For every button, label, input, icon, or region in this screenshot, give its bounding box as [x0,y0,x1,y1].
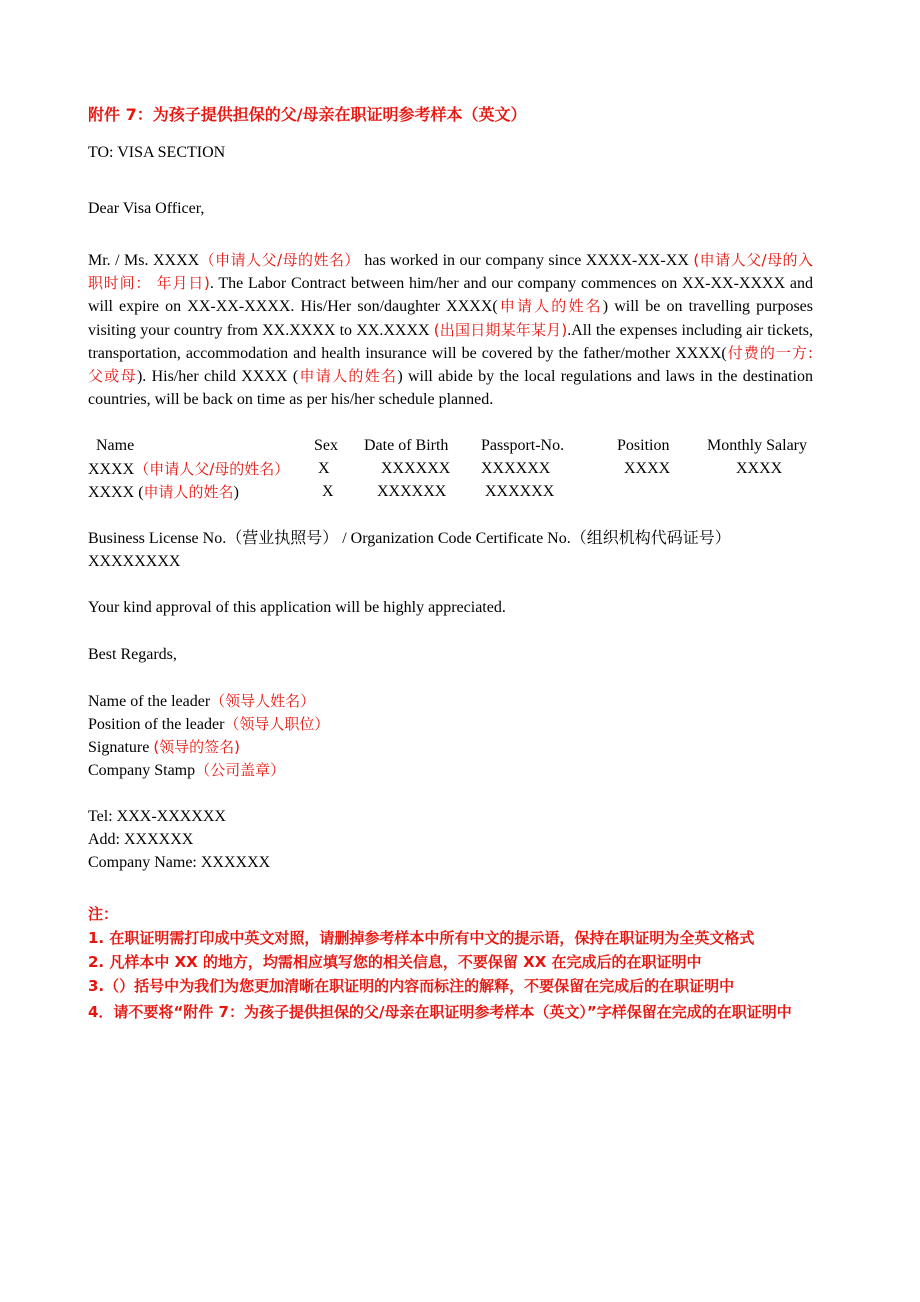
note-item-2: 2. 凡样本中 XX 的地方，均需相应填写您的相关信息，不要保留 XX 在完成后的在职证明中 [88,953,702,971]
hint-text: (出国日期某年某月) [433,320,568,339]
company-name-line: Company Name: XXXXXX [88,854,271,871]
leader-name-line: Name of the leader（领导人姓名） [88,692,316,710]
salutation: Dear Visa Officer, [88,200,205,217]
header-dob: Date of Birth [364,437,449,454]
row2-sex: X [322,483,334,500]
note-item-4: 4．请不要将“附件 7：为孩子提供担保的父/母亲在职证明参考样本（英文）”字样保留在完成的在职证明中 [88,1003,792,1021]
license-number: XXXXXXXX [88,553,181,570]
address-line: Add: XXXXXX [88,831,194,848]
approval-line: Your kind approval of this application will be highly appreciated. [88,599,506,616]
header-passport: Passport-No. [481,437,565,454]
hint-text: 申请人的姓名 [497,297,603,316]
license-line: Business License No.（营业执照号） / Organization Code Certificate No.（组织机构代码证号） [88,530,731,547]
row1-salary: XXXX [736,460,783,477]
company-stamp-line: Company Stamp（公司盖章） [88,761,286,779]
row1-position: XXXX [624,460,671,477]
body-text: .All the expenses including air tickets, transportation, accommodation and health insurance will be covered by the father/mother XXXX( [88,321,813,362]
header-salary: Monthly Salary [707,437,807,454]
row2-passport: XXXXXX [485,483,555,500]
tel-line: Tel: XXX-XXXXXX [88,808,226,825]
hint-text: (申请人父/母的入职时间： 年月日) [88,251,813,293]
row1-name: XXXX（申请人父/母的姓名） [88,460,290,478]
to-line: TO: VISA SECTION [88,144,226,161]
header-position: Position [617,437,670,454]
page-title: 附件 7：为孩子提供担保的父/母亲在职证明参考样本（英文） [88,105,527,124]
regards-line: Best Regards, [88,646,177,663]
row2-dob: XXXXXX [377,483,447,500]
note-item-3: 3.（）括号中为我们为您更加清晰在职证明的内容而标注的解释，不要保留在完成后的在职证明中 [88,977,735,995]
hint-text: （申请人父/母的姓名） [199,251,360,269]
body-text: ) will abide by the local regulations and laws in the destination countries, will be back on time as per his/her schedule planned. [88,368,813,409]
note-item-1: 1. 在职证明需打印成中英文对照，请删掉参考样本中所有中文的提示语，保持在职证明为全英文格式 [88,929,755,947]
signature-line: Signature (领导的签名) [88,738,241,756]
header-sex: Sex [314,437,338,454]
row1-sex: X [318,460,330,477]
hint-text: 付费的一方: 父或母 [88,343,813,386]
header-name: Name [96,437,135,454]
leader-position-line: Position of the leader（领导人职位） [88,715,330,733]
row1-passport: XXXXXX [481,460,551,477]
row2-name: XXXX (申请人的姓名) [88,483,239,501]
body-paragraph [88,249,813,411]
body-text: ) will be on travelling purposes visiting your country from XX.XXXX to XX.XXXX [88,298,814,339]
notes-heading: 注： [88,905,119,923]
body-text: Mr. / Ms. XXXX [88,252,200,269]
row1-dob: XXXXXX [381,460,451,477]
body-text: has worked in our company since XXXX-XX-XX [359,252,694,269]
body-text: . The Labor Contract between him/her and our company commences on XX-XX-XXXX and will expire on XX-XX-XXXX. His/Her son/daughter XXXX( [88,275,813,316]
body-text: ). His/her child XXXX ( [136,368,299,386]
hint-text: 申请人的姓名 [298,367,398,386]
